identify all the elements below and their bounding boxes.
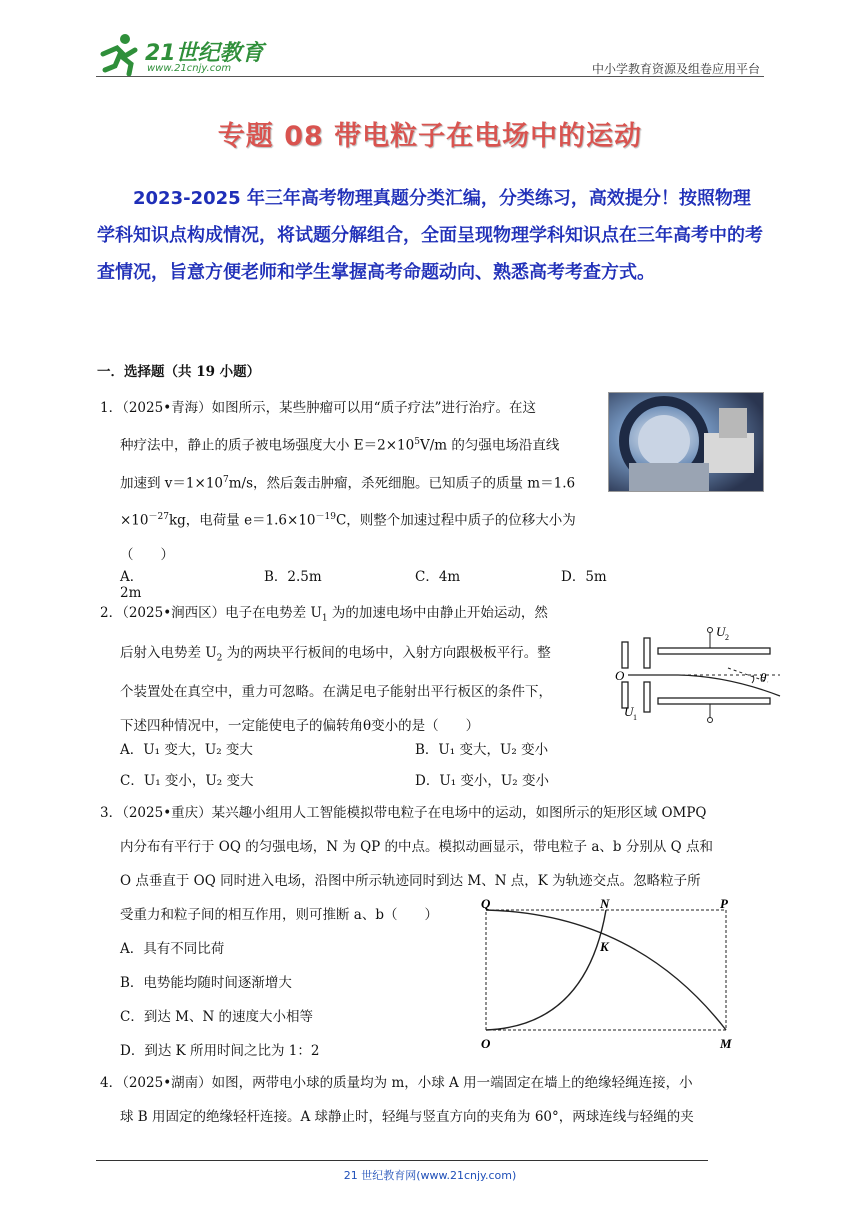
q1-line4: ×10 <box>120 512 149 529</box>
section-title: 一．选择题（共 19 小题） <box>97 364 261 380</box>
q2-line4: 下述四种情况中，一定能使电子的偏转角θ变小的是（ ） <box>120 718 480 735</box>
label-o: O <box>615 668 625 683</box>
q3-line2: 内分布有平行于 OQ 的匀强电场，N 为 QP 的中点。模拟动画显示，带电粒子 a、b 分别从 Q 点和 <box>120 839 713 855</box>
label-u2: U <box>716 624 726 639</box>
subscript: 2 <box>216 653 223 664</box>
q2-line1: （2025•涧西区）电子在电势差 U <box>122 605 322 621</box>
question-number: 2． <box>100 605 123 621</box>
q1-line1: （2025•青海）如图所示，某些肿瘤可以用“质子疗法”进行治疗。在这 <box>122 400 536 416</box>
option-c[interactable]: C．到达 M、N 的速度大小相等 <box>120 1009 314 1025</box>
q1-line3: 加速到 v＝1×10 <box>120 475 223 491</box>
question-2 <box>100 596 625 743</box>
q3-line4: 受重力和粒子间的相互作用，则可推断 a、b（ ） <box>120 907 438 923</box>
q3-line1: （2025•重庆）某兴趣小组用人工智能模拟带电粒子在电场中的运动，如图所示的矩形区域 OMPQ <box>122 805 707 821</box>
q4-line1: （2025•湖南）如图，两带电小球的质量均为 m，小球 A 用一端固定在墙上的绝缘轻绳连接，小 <box>122 1075 693 1091</box>
option-d[interactable]: D．U₁ 变小，U₂ 变小 <box>415 773 549 789</box>
label-u1: U <box>624 704 634 719</box>
label-q: Q <box>481 896 491 911</box>
option-c[interactable]: C．4m <box>415 569 461 585</box>
q1-line3-b: m/s，然后轰击肿瘤，杀死细胞。已知质子的质量 m＝1.6 <box>228 475 576 491</box>
label-u1-sub: 1 <box>633 713 637 722</box>
header-right-text: 中小学教育资源及组卷应用平台 <box>591 62 760 76</box>
proton-therapy-photo <box>608 392 764 492</box>
option-a[interactable]: A．2m <box>120 569 144 601</box>
logo-text: 21世纪教育 <box>145 41 264 66</box>
option-b[interactable]: B．2.5m <box>264 569 322 585</box>
logo <box>95 30 265 78</box>
answer-blank: （ ） <box>120 546 174 563</box>
option-b[interactable]: B．电势能均随时间逐渐增大 <box>120 975 292 991</box>
option-b[interactable]: B．U₁ 变大，U₂ 变小 <box>415 742 549 758</box>
q1-line2-b: V/m 的匀强电场沿直线 <box>419 437 560 454</box>
footer-link[interactable]: 21 世纪教育网(www.21cnjy.com) <box>343 1169 517 1182</box>
exponent: 5 <box>414 437 420 447</box>
footer-divider <box>96 1160 708 1161</box>
q1-line4-c: C，则整个加速过程中质子的位移大小为 <box>335 512 576 529</box>
q2-line2: 后射入电势差 U <box>120 644 217 661</box>
deflection-diagram <box>615 620 786 730</box>
label-m: M <box>720 1036 732 1051</box>
label-p: P <box>720 896 728 911</box>
q4-line2: 球 B 用固定的绝缘轻杆连接。A 球静止时，轻绳与竖直方向的夹角为 60°，两球连线与轻绳的夹 <box>120 1109 694 1125</box>
label-n: N <box>600 896 610 911</box>
q1-line4-b: kg，电荷量 e＝1.6×10 <box>168 512 316 529</box>
option-a[interactable]: A．具有不同比荷 <box>120 941 225 957</box>
option-c[interactable]: C．U₁ 变小，U₂ 变大 <box>120 773 254 789</box>
label-u2-sub: 2 <box>725 633 729 642</box>
label-k: K <box>600 939 609 954</box>
subscript: 1 <box>321 613 328 624</box>
option-d[interactable]: D．5m <box>561 569 607 585</box>
question-number: 1． <box>100 400 123 416</box>
q2-line2-b: 为的两块平行板间的电场中，入射方向跟极板平行。整 <box>222 644 551 661</box>
question-4 <box>100 1066 788 1134</box>
intro-paragraph: 2023-2025 年三年高考物理真题分类汇编，分类练习，高效提分！按照物理学科知识点构成情况，将试题分解组合，全面呈现物理学科知识点在三年高考中的考查情况，旨意方便老师和学生掌握高考命题动向、熟悉高考考查方式。 <box>97 188 763 283</box>
trajectory-diagram <box>476 896 746 1056</box>
logo-url: www.21cnjy.com <box>147 63 232 74</box>
label-o: O <box>481 1036 491 1051</box>
question-1 <box>100 391 628 572</box>
question-number: 4． <box>100 1075 123 1091</box>
option-a[interactable]: A．U₁ 变大，U₂ 变大 <box>120 742 253 758</box>
exponent: 7 <box>223 474 229 485</box>
q2-line3: 个装置处在真空中，重力可忽略。在满足电子能射出平行板区的条件下， <box>120 684 552 701</box>
page-title: 专题 08 带电粒子在电场中的运动 <box>217 121 643 152</box>
q2-line1-b: 为的加速电场中由静止开始运动，然 <box>327 605 548 621</box>
q1-line2: 种疗法中，静止的质子被电场强度大小 E＝2×10 <box>120 437 415 454</box>
q3-line3: O 点垂直于 OQ 同时进入电场，沿图中所示轨迹同时到达 M、N 点，K 为轨迹交点。忽略粒子所 <box>120 873 701 889</box>
option-d[interactable]: D．到达 K 所用时间之比为 1：2 <box>120 1043 320 1059</box>
exponent: －19 <box>315 512 336 522</box>
exponent: －27 <box>148 512 169 522</box>
label-theta: θ <box>760 670 767 685</box>
header-divider <box>96 76 764 77</box>
question-number: 3． <box>100 805 123 821</box>
